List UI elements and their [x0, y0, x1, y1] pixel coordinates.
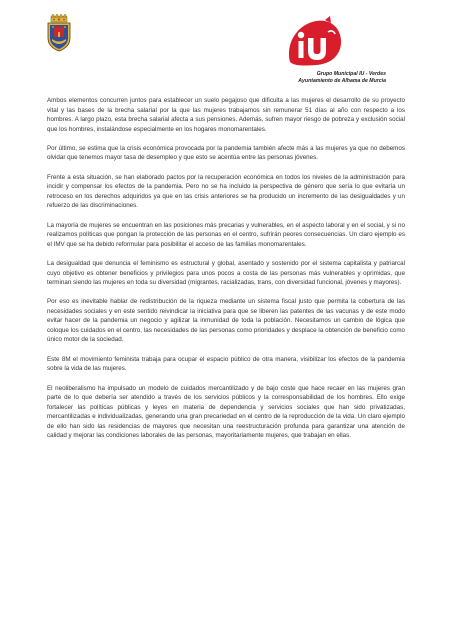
paragraph: El neoliberalismo ha impulsado un modelo de cuidados mercantilizado y de bajo coste que hace recaer en las mujeres gran parte de lo que debería ser atendido a través de los servicios públicos y la corresponsabilidad de los hombres. Ello exige fortalecer las políticas públicas y leyes en materia de dependencia y servicios sociales que han sido privatizadas, mercantilizadas e individualizadas, generando una gran precariedad en el centro de la reproducción de la vida. Un claro ejemplo de ello han sido las residencias de mayores que necesitan una reestructuración profunda para garantizar una atención de calidad y mejorar las condiciones laborales de las personas, mayoritariamente mujeres, que trabajan en ellas.: [47, 384, 405, 440]
paragraph: Por eso es inevitable hablar de redistribución de la riqueza mediante un sistema fiscal justo que permita la cobertura de las necesidades sociales y en este sentido reivindicar la iniciativa para que se liberen las patentes de las vacunas y de este modo evitar hacer de la pandemia un negocio y agilizar la inmunidad de toda la población. Necesitamos un cambio de lógica que coloque los cuidados en el centro, las necesidades de las personas como prioridades y desplace la obtención de beneficio como único motor de la sociedad.: [47, 298, 405, 344]
organization-block: [236, 71, 386, 85]
iu-logo-icon: [284, 16, 344, 68]
document-body: [47, 96, 405, 451]
coat-of-arms-icon: [44, 14, 74, 52]
paragraph: Ambos elementos concurren juntos para establecer un suelo pegajoso que dificulta a las mujeres el desarrollo de su proyecto vital y las bases de la brecha salarial por la que las mujeres trabajamos sin remunerar 51 días al año con respecto a los hombres. A largo plazo, esta brecha salarial afecta a sus pensiones. Además, sufren mayor riesgo de pobreza y exclusión social que los hombres, instalándose especialmente en los hogares monomarentales.: [47, 97, 405, 133]
paragraph: Por último, se estima que la crisis económica provocada por la pandemia también afecte más a las mujeres ya que no debemos olvidar que tenemos mayor tasa de desempleo y que esto se acentúa entre las personas jóvenes.: [47, 144, 405, 162]
org-council: Ayuntamiento de Alhama de Murcia: [298, 78, 386, 85]
paragraph: La mayoría de mujeres se encuentran en las posiciones más precarias y vulnerables, en el aspecto laboral y en el social, y si no realizamos políticas que pongan la protección de las personas en el centro, sufrirán peores consecuencias. Un claro ejemplo es el IMV que se ha debido reformular para posibilitar el acceso de las familias monomarentales.: [47, 221, 405, 248]
org-name: Grupo Municipal IU - Verdes: [316, 71, 386, 77]
paragraph: Este 8M el movimiento feminista trabaja para ocupar el espacio público de otra manera, visibilizar los efectos de la pandemia sobre la vida de las mujeres.: [47, 355, 405, 373]
paragraph: Frente a esta situación, se han elaborado pactos por la recuperación económica en todos los niveles de la administración para incidir y compensar los efectos de la pandemia. Pero no se ha incluido la perspectiva de género que sería lo que evitaría un retroceso en los derechos adquiridos ya que en las crisis anteriores se ha producido un incremento de las desigualdades y un refuerzo de las discriminaciones.: [47, 173, 405, 210]
paragraph: La desigualdad que denuncia el feminismo es estructural y global, asentado y sostenido por el sistema capitalista y patriarcal cuyo objetivo es obtener beneficios y privilegios para unos pocos a costa de las personas más vulnerables y oprimidas, que terminan siendo las mujeres en toda su diversidad (migrantes, racializadas, trans, con diversidad funcional, jóvenes y mayores).: [47, 260, 405, 287]
